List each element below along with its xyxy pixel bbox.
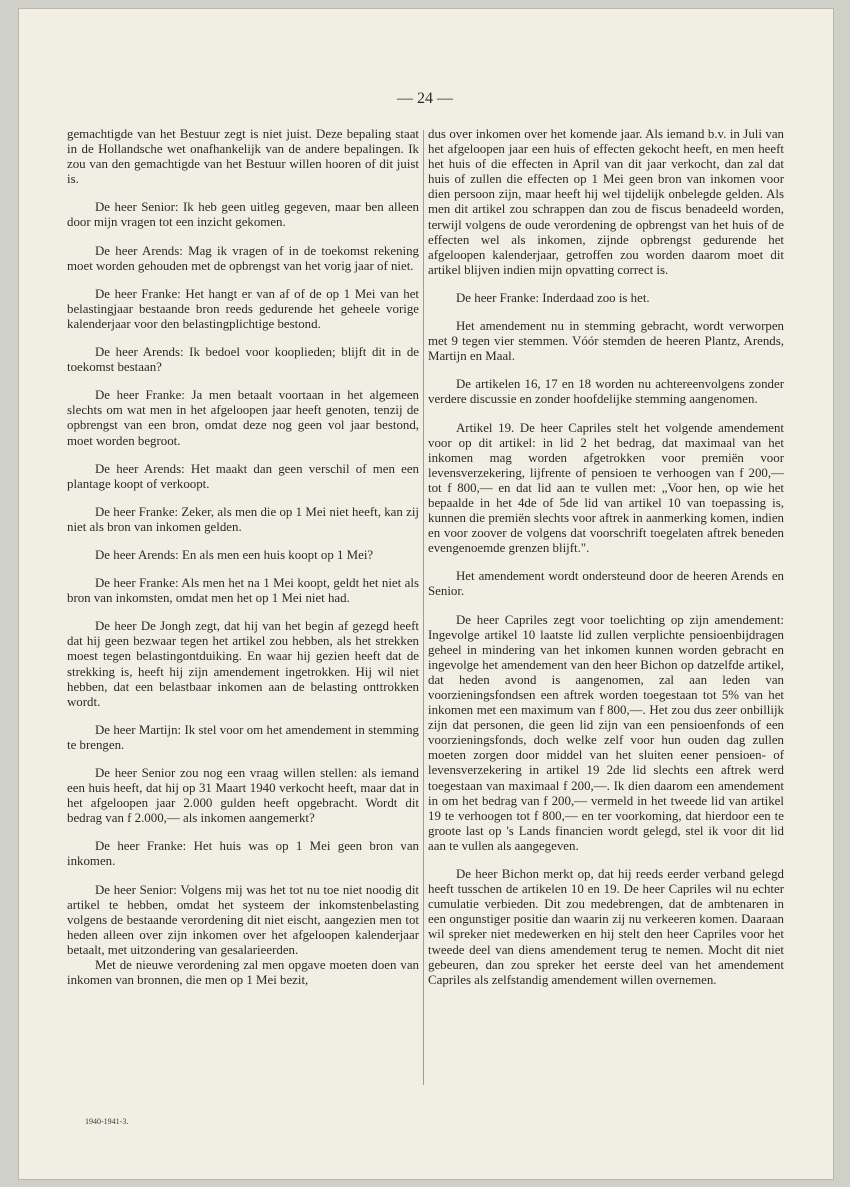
paragraph: De heer Martijn: Ik stel voor om het amendement in stemming te brengen. bbox=[67, 722, 419, 752]
left-column bbox=[67, 127, 419, 1001]
paragraph: De heer Franke: Zeker, als men die op 1 Mei niet heeft, kan zij niet als bron van inkomen gelden. bbox=[67, 504, 419, 534]
paragraph: dus over inkomen over het komende jaar. Als iemand b.v. in Juli van het afgeloopen jaar een huis of effecten gekocht heeft, en men heeft het huis of die effecten in April van dit jaar verkocht, dan zal dat huis of zullen die effecten op 1 Mei geen bron van inkomen voor dien persoon zijn, maar heeft hij wel tijdelijk onbelegde gelden. Als men dit artikel zou schrappen dan zou de fiscus benadeeld worden, terwijl volgens de oude verordening de opbrengst van het huis of de effecten wel als inkomen, zijnde opbrengst gedurende het afgeloopen kalenderjaar, getroffen zou worden daarom moet dit artikel blijven indien mijn opvatting correct is. bbox=[428, 127, 784, 277]
paragraph: De artikelen 16, 17 en 18 worden nu achtereenvolgens zonder verdere discussie en zonder hoofdelijke stemming aangenomen. bbox=[428, 377, 784, 407]
paragraph: De heer De Jongh zegt, dat hij van het begin af gezegd heeft dat hij geen bezwaar tegen het artikel zou hebben, als het strekken moest tegen belastingontduiking. En waar hij gezien heeft dat de strekking is, heeft hij zijn amendement ingetrokken. Hij wil niet hebben, dat een belastbaar inkomen aan de belasting onttrokken wordt. bbox=[67, 619, 419, 709]
right-column bbox=[428, 127, 784, 1001]
paragraph: De heer Arends: Het maakt dan geen verschil of men een plantage koopt of verkoopt. bbox=[67, 461, 419, 491]
paragraph: De heer Arends: Mag ik vragen of in de toekomst rekening moet worden gehouden met de opbrengst van het vorig jaar of niet. bbox=[67, 243, 419, 273]
paragraph: De heer Franke: Inderdaad zoo is het. bbox=[456, 290, 650, 305]
paragraph: De heer Arends: En als men een huis koopt op 1 Mei? bbox=[95, 547, 374, 562]
page-number: — 24 — bbox=[397, 90, 453, 107]
paragraph: Het amendement wordt ondersteund door de heeren Arends en Senior. bbox=[428, 569, 784, 599]
paragraph: De heer Franke: Het hangt er van af of de op 1 Mei van het belastingjaar bestaande bron reeds gedurende het geheele vorige kalenderjaar voor den belastingplichtige bestond. bbox=[67, 286, 419, 331]
paragraph: De heer Senior zou nog een vraag willen stellen: als iemand een huis heeft, dat hij op 31 Maart 1940 verkocht heeft, maar dat in het afgeloopen jaar 2.000 gulden heeft opgebracht. Wordt dit bedrag van f 2.000,— als inkomen aangemerkt? bbox=[67, 766, 419, 826]
paragraph: De heer Senior: Volgens mij was het tot nu toe niet noodig dit artikel te hebben, omdat het systeem der inkomstenbelasting volgens de bestaande verordening dit niet eischt, aangezien men tot heden alleen over zijn inkomen over het afgeloopen kalenderjaar betaalt, met uitzondering van gesalarieerden. bbox=[67, 882, 419, 957]
paragraph: gemachtigde van het Bestuur zegt is niet juist. Deze bepaling staat in de Hollandsche wet onafhankelijk van de andere bepalingen. Ik zou van den gemachtigde van het Bestuur willen hooren of dit juist is. bbox=[67, 127, 419, 187]
paragraph: Artikel 19. De heer Capriles stelt het volgende amendement voor op dit artikel: in lid 2 het bedrag, dat maximaal van het inkomen mag worden afgetrokken voor premiën voor levensverzekering, lijfrente of pensioen te verhoogen van f 200,— tot f 800,— en dat lid aan te vullen met: „Voor hen, op wie het bepaalde in het 4de of 5de lid van artikel 10 van toepassing is, kunnen die premiën slechts voor aftrek in aanmerking komen, indien en voor zoover de volgens dat voorschrift toegelaten aftrek beneden evengenoemde grenzen blijft.". bbox=[428, 420, 784, 556]
paragraph: Met de nieuwe verordening zal men opgave moeten doen van inkomen van bronnen, die men op 1 Mei bezit, bbox=[67, 958, 419, 988]
footer-code: 1940-1941-3. bbox=[85, 1117, 129, 1126]
paragraph: De heer Bichon merkt op, dat hij reeds eerder verband gelegd heeft tusschen de artikelen 10 en 19. De heer Capriles wil nu echter cumulatie verbieden. Dit zou medebrengen, dat de ambtenaren in een ongunstiger positie dan waarin zij nu verkeeren komen. Daaraan wil spreker niet medewerken en hij stelt den heer Capriles voor het tweede deel van diens amendement terug te nemen. Mocht dit niet gebeuren, dan zou spreker het eerste deel van het amendement Capriles als zelfstandig amendement willen overnemen. bbox=[428, 867, 784, 987]
paragraph: Het amendement nu in stemming gebracht, wordt verworpen met 9 tegen vier stemmen. Vóór stemden de heeren Plantz, Arends, Martijn en Maal. bbox=[428, 319, 784, 364]
column-divider bbox=[423, 130, 424, 1085]
paragraph: De heer Franke: Ja men betaalt voortaan in het algemeen slechts om wat men in het afgeloopen jaar heeft genoten, tenzij de opbrengst van een bron, omdat deze nog geen vol jaar bestond, moet worden begroot. bbox=[67, 388, 419, 448]
paragraph: De heer Arends: Ik bedoel voor kooplieden; blijft dit in de toekomst bestaan? bbox=[67, 345, 419, 375]
paragraph: De heer Franke: Als men het na 1 Mei koopt, geldt het niet als bron van inkomsten, omdat men het op 1 Mei niet had. bbox=[67, 576, 419, 606]
paragraph: De heer Franke: Het huis was op 1 Mei geen bron van inkomen. bbox=[67, 839, 419, 869]
paragraph: De heer Senior: Ik heb geen uitleg gegeven, maar ben alleen door mijn vragen tot een inzicht gekomen. bbox=[67, 200, 419, 230]
paragraph: De heer Capriles zegt voor toelichting op zijn amendement: Ingevolge artikel 10 laatste lid zullen verplichte pensioenbijdragen geheel in mindering van het inkomen kunnen worden gebracht en ingevolge het amendement van den heer Bichon op datzelfde artikel, dat heden avond is aangenomen, zal aan leden van voorzieningsfondsen een aftrek worden toegestaan tot 5% van het inkomen met een maximum van f 800,—. Het zou dus zeer onbillijk zijn dat personen, die geen lid zijn van een pensioenfonds of een voorzieningsfonds, doch welke zelf voor hun ouden dag zullen moeten zorgen door middel van het sluiten eener pensioen- of levensverzekering in artikel 19 2de lid slechts een aftrek werd toegestaan van maximaal f 200,—. Ik dien daarom een amendement in om het bedrag van f 200,— vermeld in het tweede lid van artikel 19 te verhoogen tot f 800,— en ter voorkoming, dat hierdoor een te groote last op 's Lands financien wordt gelegd, stel ik voor dit lid aan te vullen als aangegeven. bbox=[428, 612, 784, 853]
